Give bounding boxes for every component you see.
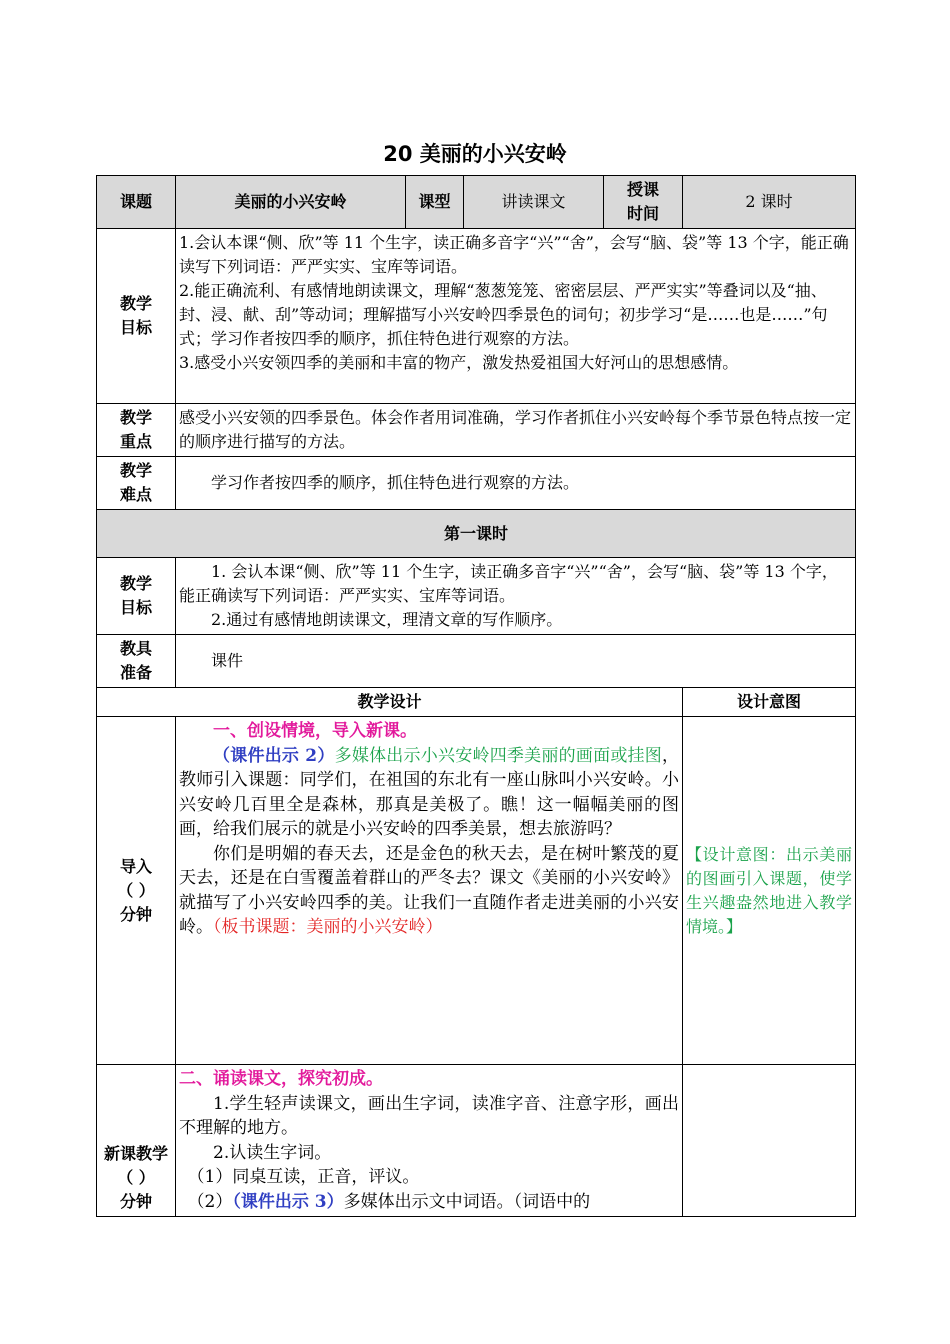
difficulties-text: 学习作者按四季的顺序，抓住特色进行观察的方法。 <box>176 457 856 510</box>
intro-para-1-rest: ，教师引入课题：同学们，在祖国的东北有一座山脉叫小兴安岭。小兴安岭几百里全是森林，那真是美极了。瞧！这一幅幅美丽的图画，给我们展示的就是小兴安岭的四季美景，想去旅游吗？ <box>179 745 680 839</box>
courseware-tag-2: （课件出示 2） <box>213 745 335 766</box>
lesson1-heading: 第一课时 <box>97 510 856 558</box>
new-lesson-content <box>176 1065 683 1217</box>
topic-value: 美丽的小兴安岭 <box>176 176 406 229</box>
intro-para-1 <box>179 744 679 842</box>
lesson1-goals-row <box>97 558 856 635</box>
intent-column-header: 设计意图 <box>683 688 856 717</box>
design-column-header: 教学设计 <box>97 688 683 717</box>
header-row <box>97 176 856 229</box>
new-lesson-intent <box>683 1065 856 1217</box>
type-label: 课型 <box>406 176 464 229</box>
goals-content <box>176 229 856 404</box>
difficulties-label: 教学 难点 <box>97 457 176 510</box>
type-value: 讲读课文 <box>464 176 604 229</box>
lesson1-goals-label: 教学 目标 <box>97 558 176 635</box>
difficulties-row <box>97 457 856 510</box>
intro-heading: 一、创设情境，导入新课。 <box>213 721 417 741</box>
topic-label: 课题 <box>97 176 176 229</box>
tools-row <box>97 635 856 688</box>
intro-label: 导入 （ ） 分钟 <box>97 717 176 1065</box>
design-header-row <box>97 688 856 717</box>
courseware-tag-3: （课件出示 3） <box>232 1191 344 1212</box>
lesson1-goal-2: 2.通过有感情地朗读课文，理清文章的写作顺序。 <box>211 610 563 629</box>
lesson1-heading-row <box>97 510 856 558</box>
intro-intent: 【设计意图：出示美丽的图画引入课题，使学生兴趣盎然地进入教学情境。】 <box>683 717 856 1065</box>
tools-value: 课件 <box>176 635 856 688</box>
key-points-row <box>97 404 856 457</box>
goal-item-3: 3.感受小兴安领四季的美丽和丰富的物产，激发热爱祖国大好河山的思想感情。 <box>179 353 739 372</box>
lesson-plan-table <box>96 175 856 1217</box>
tools-label: 教具 准备 <box>97 635 176 688</box>
new-lesson-step-2-2: （2）（课件出示 3）多媒体出示文中词语。（词语中的 <box>187 1191 591 1212</box>
courseware-text-2: 多媒体出示小兴安岭四季美丽的画面或挂图 <box>334 745 663 766</box>
lesson1-goals-content <box>176 558 856 635</box>
lesson1-goal-1: 1. 会认本课“侧、欣”等 11 个生字，读正确多音字“兴”“舍”，会写“脑、袋”等 13 个字，能正确读写下列词语：严严实实、宝库等词语。 <box>179 562 838 605</box>
new-lesson-row <box>97 1065 856 1217</box>
goal-item-2: 2.能正确流利、有感情地朗读课文，理解“葱葱笼笼、密密层层、严严实实”等叠词以及“抽、封、浸、献、刮”等动词；理解描写小兴安岭四季景色的词句；初步学习“是……也是……”句式；学习作者按四季的顺序，抓住特色进行观察的方法。 <box>179 281 828 348</box>
new-lesson-step-2-1: （1）同桌互读，正音，评议。 <box>187 1167 420 1187</box>
new-lesson-heading: 二、诵读课文，探究初成。 <box>179 1069 383 1089</box>
new-lesson-label: 新课教学 （ ） 分钟 <box>97 1065 176 1217</box>
goals-row <box>97 229 856 404</box>
page-title: 20 美丽的小兴安岭 <box>383 142 567 166</box>
time-label: 授课 时间 <box>604 176 683 229</box>
key-points-text: 感受小兴安领的四季景色。体会作者用词准确，学习作者抓住小兴安岭每个季节景色特点按一定的顺序进行描写的方法。 <box>176 404 856 457</box>
key-points-label: 教学 重点 <box>97 404 176 457</box>
goal-item-1: 1.会认本课“侧、欣”等 11 个生字，读正确多音字“兴”“舍”，会写“脑、袋”等 13 个字，能正确读写下列词语：严严实实、宝库等词语。 <box>179 233 849 276</box>
intro-para-2: 你们是明媚的春天去，还是金色的秋天去，是在树叶繁茂的夏天去，还是在白雪覆盖着群山的严冬去？课文《美丽的小兴安岭》就描写了小兴安岭四季的美。让我们一直随作者走进美丽的小兴安岭。（板书课题：美丽的小兴安岭） <box>179 843 680 937</box>
new-lesson-step-1: 1.学生轻声读课文，画出生字词，读准字音、注意字形，画出不理解的地方。 <box>179 1093 680 1138</box>
time-value: 2 课时 <box>683 176 856 229</box>
new-lesson-step-2: 2.认读生字词。 <box>213 1142 332 1163</box>
intro-content <box>176 717 683 1065</box>
goals-label: 教学 目标 <box>97 229 176 404</box>
intro-row <box>97 717 856 1065</box>
board-note: （板书课题：美丽的小兴安岭） <box>213 917 443 937</box>
